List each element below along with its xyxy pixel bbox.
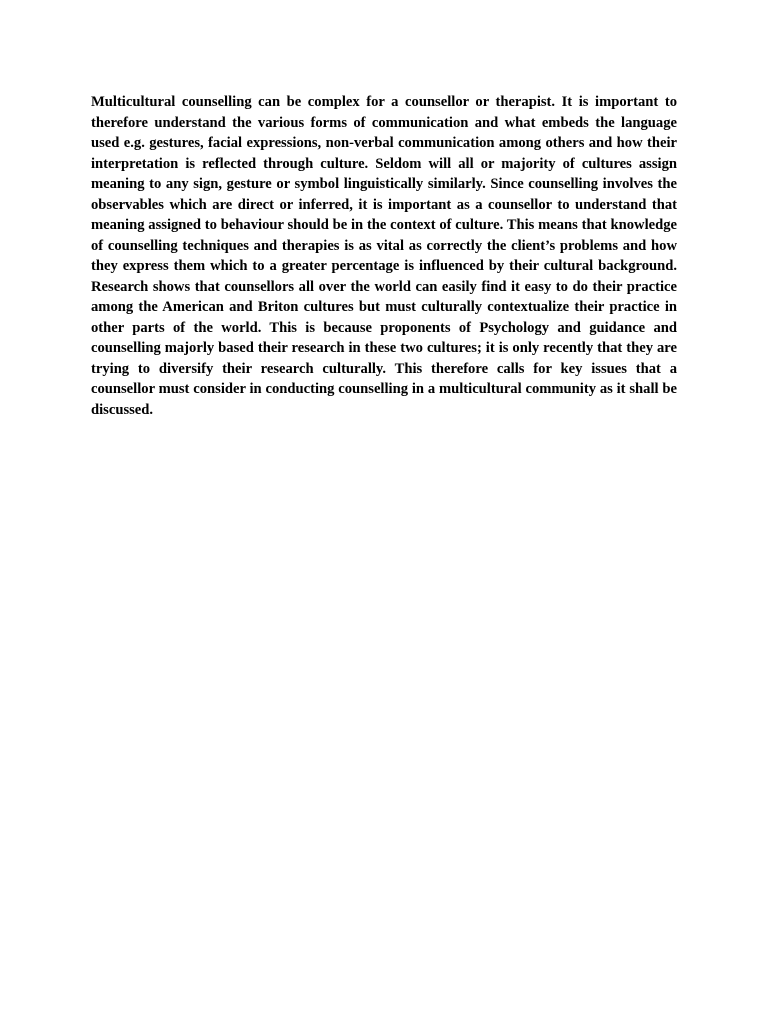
body-paragraph: Multicultural counselling can be complex for a counsellor or therapist. It is important to therefore understand the various forms of communication and what embeds the language used e.g. gestures, facial expressions, non-verbal communication among others and how their interpretation is reflected through culture. Seldom will all or majority of cultures assign meaning to any sign, gesture or symbol linguistically similarly. Since counselling involves the observables which are direct or inferred, it is important as a counsellor to understand that meaning assigned to behaviour should be in the context of culture. This means that knowledge of counselling techniques and therapies is as vital as correctly the client’s problems and how they express them which to a greater percentage is influenced by their cultural background. Research shows that counsellors all over the world can easily find it easy to do their practice among the American and Briton cultures but must culturally contextualize their practice in other parts of the world. This is because proponents of Psychology and guidance and counselling majorly based their research in these two cultures; it is only recently that they are trying to diversify their research culturally. This therefore calls for key issues that a counsellor must consider in conducting counselling in a multicultural community as it shall be discussed.	[91, 94, 677, 418]
